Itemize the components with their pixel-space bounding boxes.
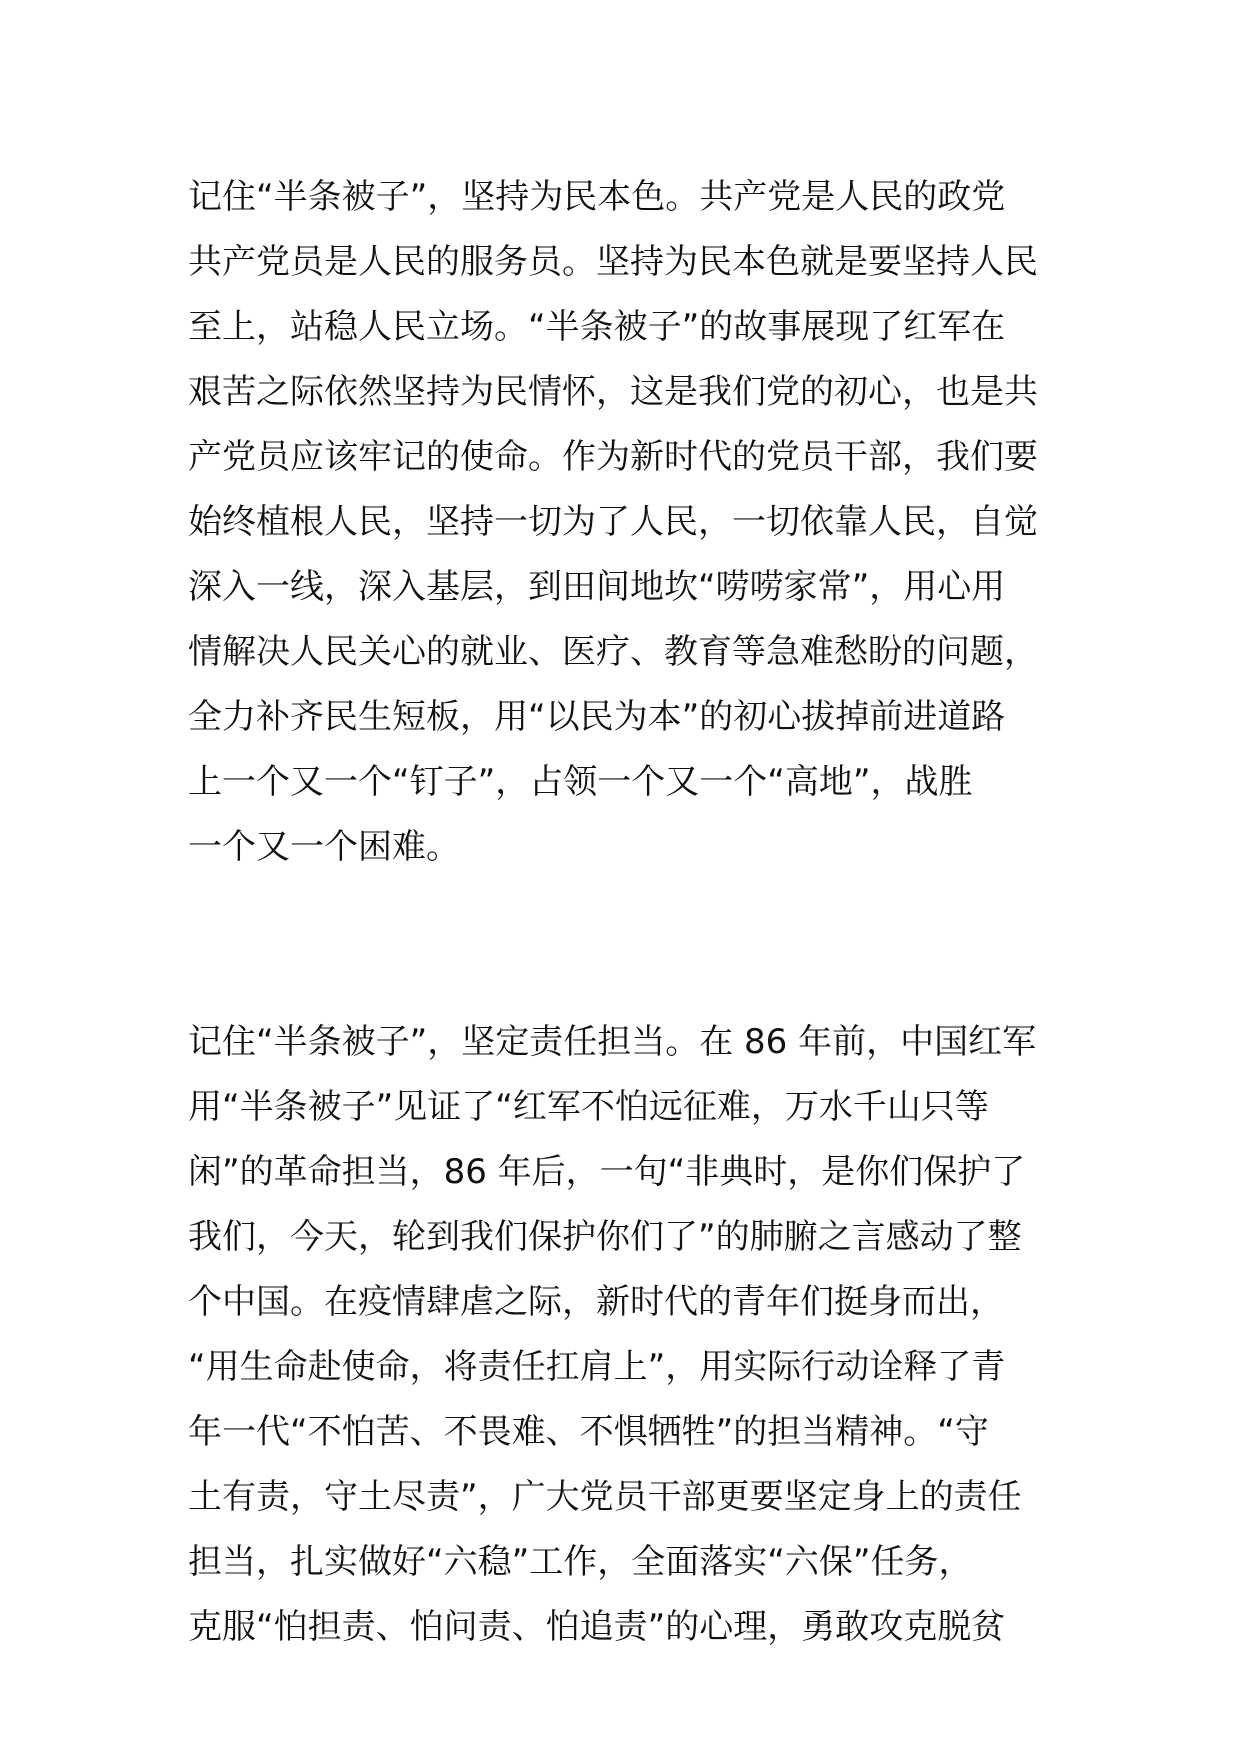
text-line: 年一代“不怕苦、不畏难、不惧牺牲”的担当精神。“守	[188, 1412, 989, 1452]
text-line: 一个又一个困难。	[188, 827, 460, 867]
text-line: 克服“怕担责、怕问责、怕追责”的心理，勇敢攻克脱贫	[188, 1607, 1006, 1647]
text-line: 担当，扎实做好“六稳”工作，全面落实“六保”任务，	[188, 1542, 973, 1582]
text-line: 上一个又一个“钉子”，占领一个又一个“高地”，战胜	[188, 762, 973, 802]
text-line: 记住“半条被子”，坚持为民本色。共产党是人民的政党	[188, 177, 1006, 217]
text-line: 闲”的革命担当，86 年后，一句“非典时，是你们保护了	[188, 1152, 1026, 1192]
text-line: 记住“半条被子”，坚定责任担当。在 86 年前，中国红军	[188, 1022, 1037, 1062]
text-line: 用“半条被子”见证了“红军不怕远征难，万水千山只等	[188, 1087, 989, 1127]
paragraph-responsibility	[188, 1010, 1058, 1660]
text-line: 产党员应该牢记的使命。作为新时代的党员干部，我们要	[188, 437, 1038, 477]
text-line: 全力补齐民生短板，用“以民为本”的初心拔掉前进道路	[188, 697, 1006, 737]
text-line: 至上，站稳人民立场。“半条被子”的故事展现了红军在	[188, 307, 1006, 347]
paragraph-serve-the-people	[188, 165, 1058, 880]
text-line: 艰苦之际依然坚持为民情怀，这是我们党的初心，也是共	[188, 372, 1038, 412]
paragraph-gap	[188, 880, 1058, 1010]
text-line: 情解决人民关心的就业、医疗、教育等急难愁盼的问题，	[188, 632, 1038, 672]
text-line: “用生命赴使命，将责任扛肩上”，用实际行动诠释了青	[188, 1347, 1006, 1387]
document-body	[188, 165, 1058, 1660]
text-line: 土有责，守土尽责”，广大党员干部更要坚定身上的责任	[188, 1477, 1022, 1517]
text-line: 我们，今天，轮到我们保护你们了”的肺腑之言感动了整	[188, 1217, 1022, 1257]
text-line: 始终植根人民，坚持一切为了人民，一切依靠人民，自觉	[188, 502, 1038, 542]
text-line: 深入一线，深入基层，到田间地坎“唠唠家常”，用心用	[188, 567, 1006, 607]
text-line: 个中国。在疫情肆虐之际，新时代的青年们挺身而出，	[188, 1282, 1004, 1322]
text-line: 共产党员是人民的服务员。坚持为民本色就是要坚持人民	[188, 242, 1038, 282]
